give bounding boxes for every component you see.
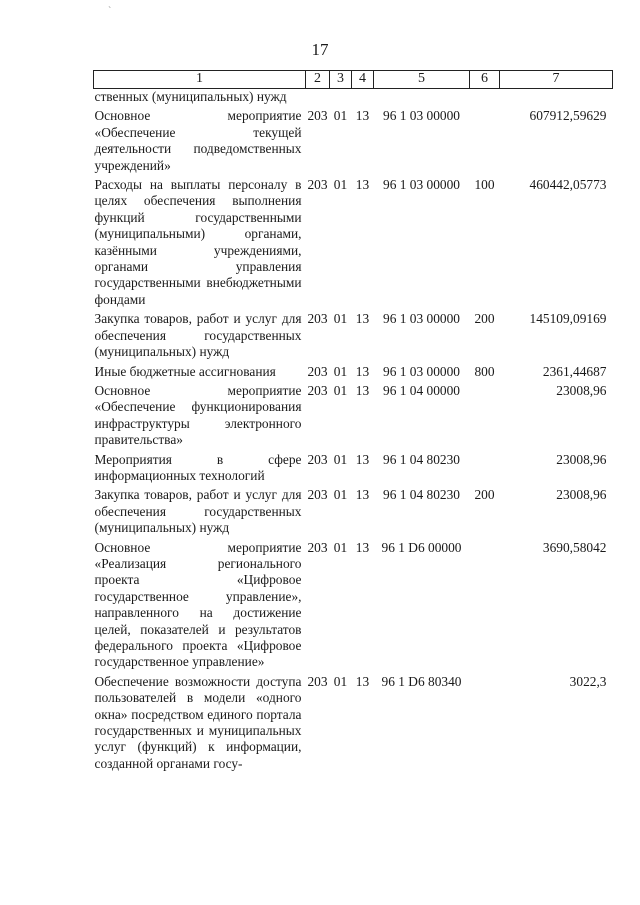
table-row bbox=[94, 177, 613, 311]
row-target-article-cell: 96 1 03 00000 bbox=[383, 177, 460, 193]
row-name-cell: Расходы на выплаты персоналу в целях обеспечения выполнения функций государственными (муниципальными) органами, казёнными учреждениями, органами управления государственными внебюджетными фондами bbox=[94, 177, 302, 307]
column-header: 7 bbox=[500, 71, 613, 89]
row-code-cell: 203 bbox=[307, 673, 328, 689]
column-header: 5 bbox=[374, 71, 470, 89]
row-target-article-cell bbox=[374, 89, 470, 109]
row-expense-type-cell bbox=[470, 540, 500, 674]
table-row bbox=[94, 487, 613, 539]
table-row bbox=[94, 108, 613, 177]
column-header: 3 bbox=[330, 71, 352, 89]
row-amount-cell: 23008,96 bbox=[556, 382, 607, 398]
page-number: 17 bbox=[311, 40, 329, 59]
column-header: 6 bbox=[470, 71, 500, 89]
row-section-cell: 01 bbox=[333, 382, 348, 398]
scan-mark: ˋ bbox=[108, 6, 112, 17]
row-code-cell: 203 bbox=[307, 363, 328, 379]
row-section-cell: 01 bbox=[333, 673, 348, 689]
table-row bbox=[94, 540, 613, 674]
row-subsection-cell: 13 bbox=[355, 487, 370, 503]
row-section-cell: 01 bbox=[333, 539, 348, 555]
row-subsection-cell: 13 bbox=[355, 177, 370, 193]
row-expense-type-cell bbox=[470, 674, 500, 775]
row-amount-cell: 23008,96 bbox=[556, 451, 607, 467]
table-header-row bbox=[94, 71, 613, 89]
row-target-article-cell: 96 1 03 00000 bbox=[383, 108, 460, 124]
row-section-cell: 01 bbox=[333, 363, 348, 379]
row-subsection-cell bbox=[352, 89, 374, 109]
row-code-cell: 203 bbox=[307, 451, 328, 467]
row-code-cell: 203 bbox=[307, 108, 328, 124]
budget-table-sheet bbox=[93, 70, 612, 775]
row-name-cell: Обеспечение возможности доступа пользователей в модели «одного окна» посредством единого портала государственных и муниципальных услуг (функций) к информации, созданной органами госу- bbox=[94, 673, 302, 771]
row-code-cell: 203 bbox=[307, 382, 328, 398]
budget-table bbox=[93, 70, 613, 775]
table-row bbox=[94, 364, 613, 383]
row-name-cell: Основное мероприятие «Обеспечение функционирования инфраструктуры электронного правительства» bbox=[94, 382, 302, 448]
row-expense-type-cell: 100 bbox=[474, 177, 495, 193]
row-amount-cell: 607912,59629 bbox=[529, 108, 607, 124]
table-row bbox=[94, 674, 613, 775]
row-expense-type-cell: 800 bbox=[474, 363, 495, 379]
row-section-cell bbox=[330, 89, 352, 109]
row-expense-type-cell bbox=[470, 89, 500, 109]
row-code-cell: 203 bbox=[307, 177, 328, 193]
table-row bbox=[94, 89, 613, 109]
row-target-article-cell: 96 1 04 80230 bbox=[383, 487, 460, 503]
row-target-article-cell: 96 1 04 80230 bbox=[383, 451, 460, 467]
row-subsection-cell: 13 bbox=[355, 673, 370, 689]
row-amount-cell bbox=[500, 89, 613, 109]
row-amount-cell: 3022,3 bbox=[569, 673, 607, 689]
column-header: 2 bbox=[306, 71, 330, 89]
row-expense-type-cell: 200 bbox=[474, 487, 495, 503]
row-section-cell: 01 bbox=[333, 487, 348, 503]
row-name-cell: ственных (муниципальных) нужд bbox=[94, 89, 287, 104]
row-expense-type-cell bbox=[470, 108, 500, 177]
row-code-cell: 203 bbox=[307, 311, 328, 327]
row-name-cell: Основное мероприятие «Обеспечение текущей деятельности подведомственных учреждений» bbox=[94, 108, 302, 173]
row-amount-cell: 460442,05773 bbox=[529, 177, 607, 193]
row-subsection-cell: 13 bbox=[355, 451, 370, 467]
row-target-article-cell: 96 1 04 00000 bbox=[383, 382, 460, 398]
row-section-cell: 01 bbox=[333, 108, 348, 124]
row-subsection-cell: 13 bbox=[355, 363, 370, 379]
row-section-cell: 01 bbox=[333, 177, 348, 193]
row-name-cell: Мероприятия в сфере информационных технологий bbox=[94, 451, 302, 483]
column-header: 1 bbox=[94, 71, 306, 89]
row-section-cell: 01 bbox=[333, 451, 348, 467]
row-code-cell: 203 bbox=[307, 539, 328, 555]
table-row bbox=[94, 452, 613, 488]
row-amount-cell: 3690,58042 bbox=[542, 539, 607, 555]
row-expense-type-cell bbox=[470, 452, 500, 488]
row-subsection-cell: 13 bbox=[355, 108, 370, 124]
row-code-cell: 203 bbox=[307, 487, 328, 503]
table-row bbox=[94, 311, 613, 363]
row-target-article-cell: 96 1 D6 00000 bbox=[381, 539, 462, 555]
row-expense-type-cell bbox=[470, 383, 500, 452]
row-subsection-cell: 13 bbox=[355, 311, 370, 327]
row-subsection-cell: 13 bbox=[355, 539, 370, 555]
row-target-article-cell: 96 1 03 00000 bbox=[383, 311, 460, 327]
row-section-cell: 01 bbox=[333, 311, 348, 327]
row-subsection-cell: 13 bbox=[355, 382, 370, 398]
column-header: 4 bbox=[352, 71, 374, 89]
row-name-cell: Основное мероприятие «Реализация регионального проекта «Цифровое государственное управление», направленного на достижение целей, показателей и результатов федерального проекта «Цифровое государственное управление» bbox=[94, 539, 302, 670]
row-name-cell: Закупка товаров, работ и услуг для обеспечения государственных (муниципальных) нужд bbox=[94, 311, 302, 360]
table-row bbox=[94, 383, 613, 452]
row-expense-type-cell: 200 bbox=[474, 311, 495, 327]
row-amount-cell: 2361,44687 bbox=[542, 363, 607, 379]
row-amount-cell: 23008,96 bbox=[556, 487, 607, 503]
row-amount-cell: 145109,09169 bbox=[529, 311, 607, 327]
row-target-article-cell: 96 1 03 00000 bbox=[383, 363, 460, 379]
row-code-cell bbox=[306, 89, 330, 109]
table-body bbox=[94, 89, 613, 776]
row-target-article-cell: 96 1 D6 80340 bbox=[381, 673, 462, 689]
row-name-cell: Иные бюджетные ассигнования bbox=[94, 363, 276, 379]
row-name-cell: Закупка товаров, работ и услуг для обеспечения государственных (муниципальных) нужд bbox=[94, 487, 302, 536]
